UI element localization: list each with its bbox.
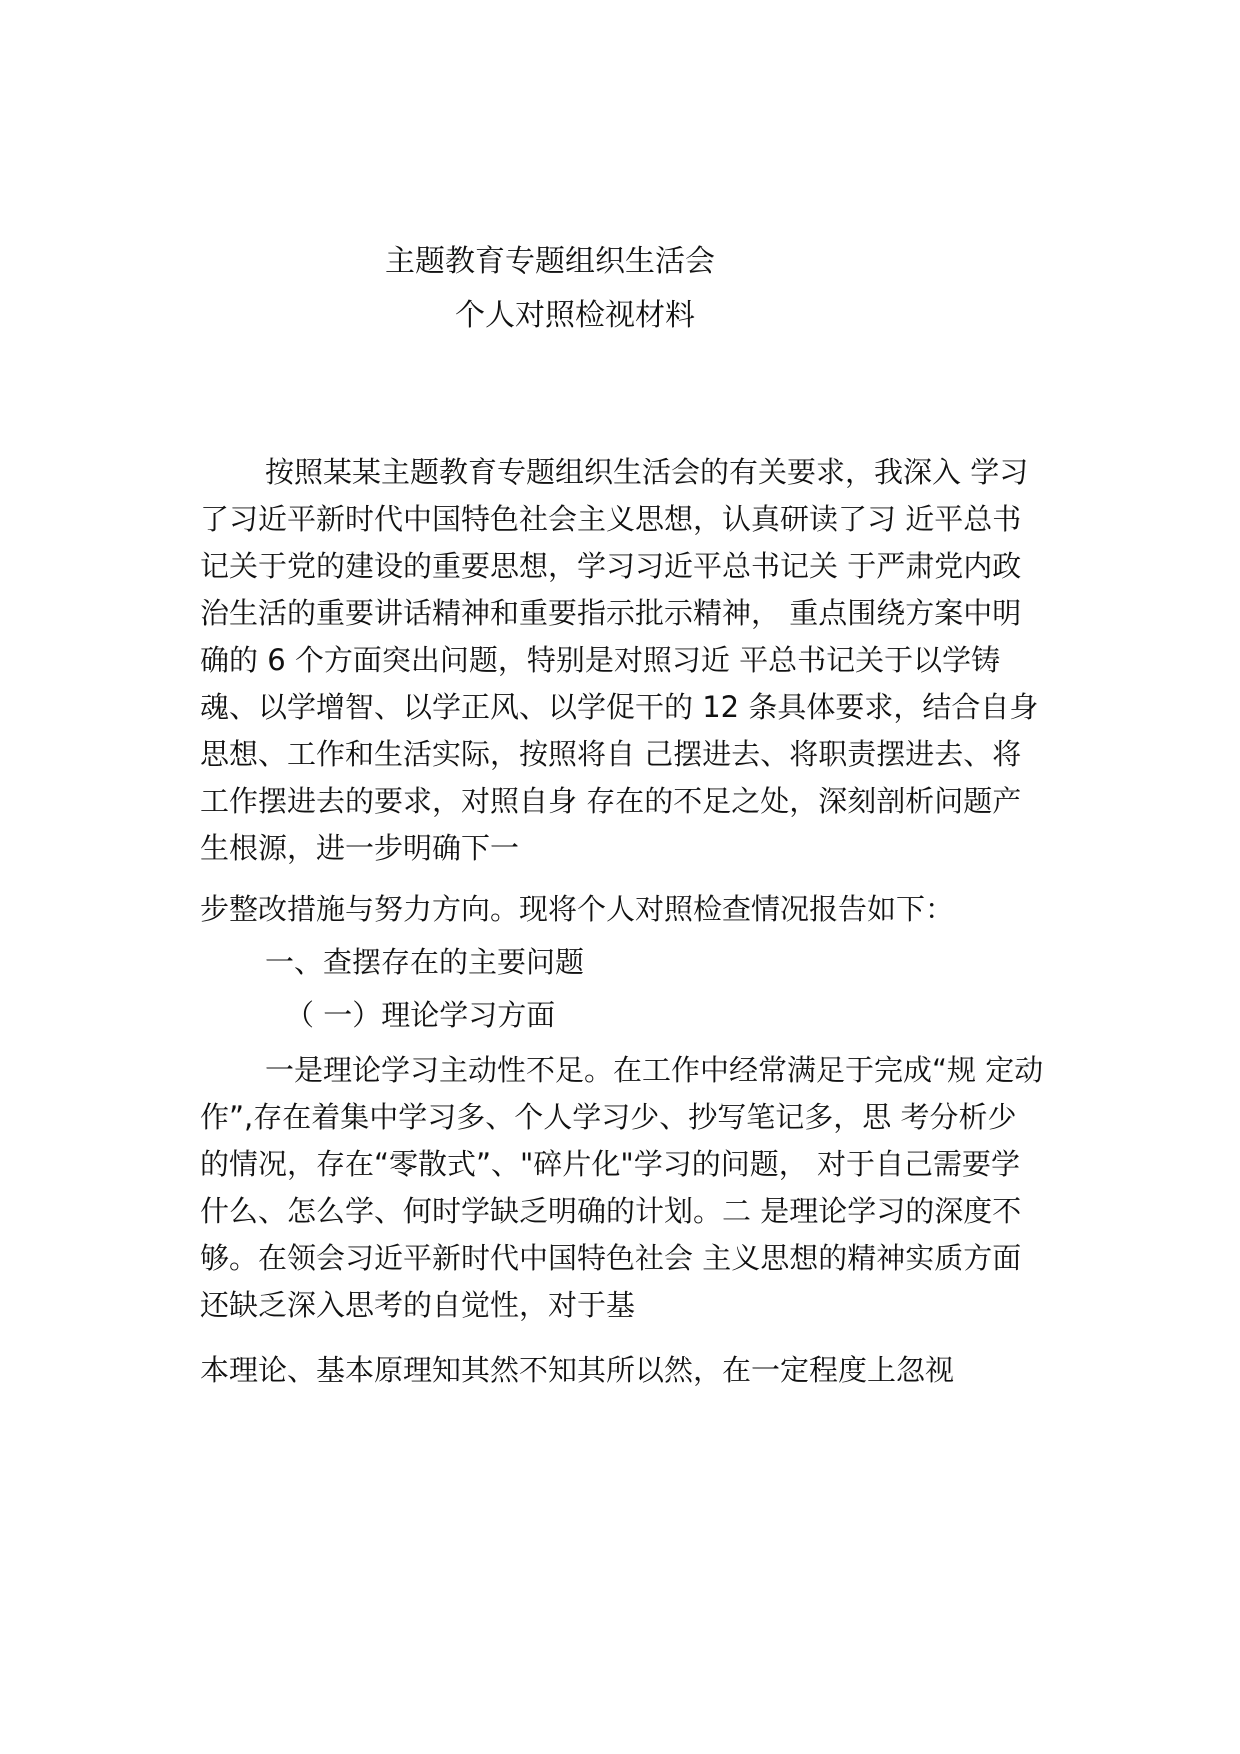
body-line: 确的 6 个方面突出问题，特别是对照习近 平总书记关于以学铸 <box>200 643 1001 677</box>
document-subtitle: 个人对照检视材料 <box>455 298 695 333</box>
body-line: 思想、工作和生活实际，按照将自 己摆进去、将职责摆进去、将 <box>200 737 1022 771</box>
body-line: 生根源，进一步明确下一 <box>200 831 520 865</box>
body-line: 按照某某主题教育专题组织生活会的有关要求，我深入 学习 <box>265 455 1029 489</box>
body-line: 本理论、基本原理知其然不知其所以然，在一定程度上忽视 <box>200 1353 955 1387</box>
body-line: 什么、怎么学、何时学缺乏明确的计划。二 是理论学习的深度不 <box>200 1194 1022 1228</box>
section-heading: 一、查摆存在的主要问题 <box>265 945 585 979</box>
body-line: 作”,存在着集中学习多、个人学习少、抄写笔记多，思 考分析少 <box>200 1100 1017 1134</box>
document-title: 主题教育专题组织生活会 <box>385 244 715 279</box>
body-line: 一是理论学习主动性不足。在工作中经常满足于完成“规 定动 <box>265 1053 1044 1087</box>
body-line: 步整改措施与努力方向。现将个人对照检查情况报告如下： <box>200 892 955 926</box>
body-line: 还缺乏深入思考的自觉性，对于基 <box>200 1288 636 1322</box>
body-line: 的情况，存在“零散式”、"碎片化"学习的问题， 对于自己需要学 <box>200 1147 1020 1181</box>
body-line: 记关于党的建设的重要思想，学习习近平总书记关 于严肃党内政 <box>200 549 1022 583</box>
body-line: 治生活的重要讲话精神和重要指示批示精神， 重点围绕方案中明 <box>200 596 1022 630</box>
subsection-heading: （ 一）理论学习方面 <box>285 998 556 1032</box>
body-line: 工作摆进去的要求，对照自身 存在的不足之处，深刻剖析问题产 <box>200 784 1022 818</box>
body-line: 魂、以学增智、以学正风、以学促干的 12 条具体要求，结合自身 <box>200 690 1039 724</box>
body-line: 了习近平新时代中国特色社会主义思想，认真研读了习 近平总书 <box>200 502 1022 536</box>
body-line: 够。在领会习近平新时代中国特色社会 主义思想的精神实质方面 <box>200 1241 1022 1275</box>
